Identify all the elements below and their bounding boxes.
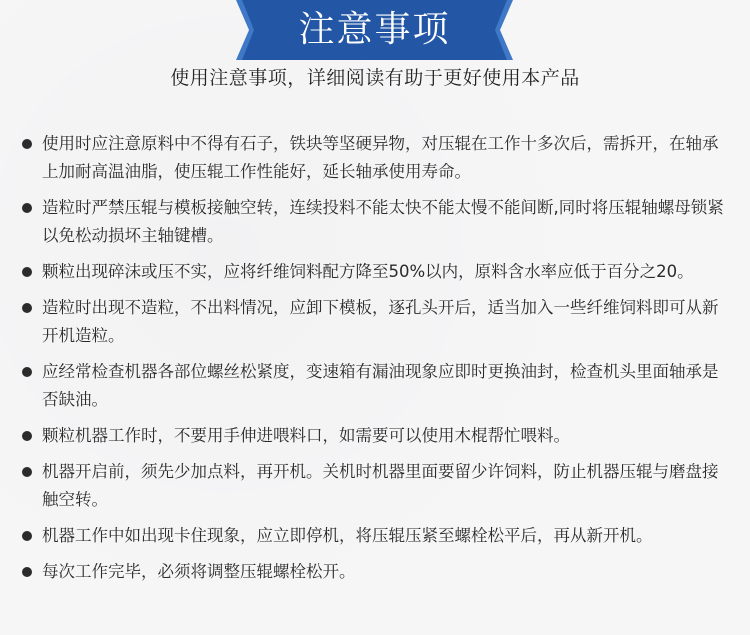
list-item xyxy=(22,358,734,414)
list-item-text: 造粒时严禁压辊与模板接触空转，连续投料不能太快不能太慢不能间断,同时将压辊轴螺母锁紧以免松动损坏主轴键槽。 xyxy=(42,198,724,245)
list-item xyxy=(22,294,734,350)
list-item-text: 每次工作完毕，必须将调整压辊螺栓松开。 xyxy=(42,562,356,581)
list-item xyxy=(22,422,734,450)
bullet-dot-icon xyxy=(22,531,32,541)
list-item-text: 造粒时出现不造粒，不出料情况，应卸下模板，逐孔头开后，适当加入一些纤维饲料即可从新开机造粒。 xyxy=(42,298,719,345)
list-item xyxy=(22,130,734,186)
list-item-text: 颗粒出现碎沫或压不实，应将纤维饲料配方降至50%以内，原料含水率应低于百分之20。 xyxy=(42,262,694,281)
bullet-dot-icon xyxy=(22,203,32,213)
bullet-dot-icon xyxy=(22,431,32,441)
list-item xyxy=(22,522,734,550)
list-item xyxy=(22,458,734,514)
list-item xyxy=(22,194,734,250)
list-item xyxy=(22,558,734,586)
list-item-text: 机器工作中如出现卡住现象，应立即停机，将压辊压紧至螺栓松平后，再从新开机。 xyxy=(42,526,653,545)
page-title: 注意事项 xyxy=(298,9,451,50)
bullet-dot-icon xyxy=(22,267,32,277)
title-banner xyxy=(236,0,513,60)
list-item-text: 机器开启前，须先少加点料，再开机。关机时机器里面要留少许饲料，防止机器压辊与磨盘接触空转。 xyxy=(42,462,719,509)
list-item-text: 颗粒机器工作时，不要用手伸进喂料口，如需要可以使用木棍帮忙喂料。 xyxy=(42,426,570,445)
list-item-text: 应经常检查机器各部位螺丝松紧度，变速箱有漏油现象应即时更换油封，检查机头里面轴承是否缺油。 xyxy=(42,362,719,409)
bullet-dot-icon xyxy=(22,367,32,377)
subtitle: 使用注意事项，详细阅读有助于更好使用本产品 xyxy=(170,67,580,89)
bullet-dot-icon xyxy=(22,467,32,477)
bullet-dot-icon xyxy=(22,567,32,577)
bullet-dot-icon xyxy=(22,139,32,149)
list-item xyxy=(22,258,734,286)
notice-list xyxy=(22,130,734,594)
list-item-text: 使用时应注意原料中不得有石子，铁块等坚硬异物，对压辊在工作十多次后，需拆开，在轴承上加耐高温油脂，使压辊工作性能好，延长轴承使用寿命。 xyxy=(42,134,719,181)
bullet-dot-icon xyxy=(22,303,32,313)
